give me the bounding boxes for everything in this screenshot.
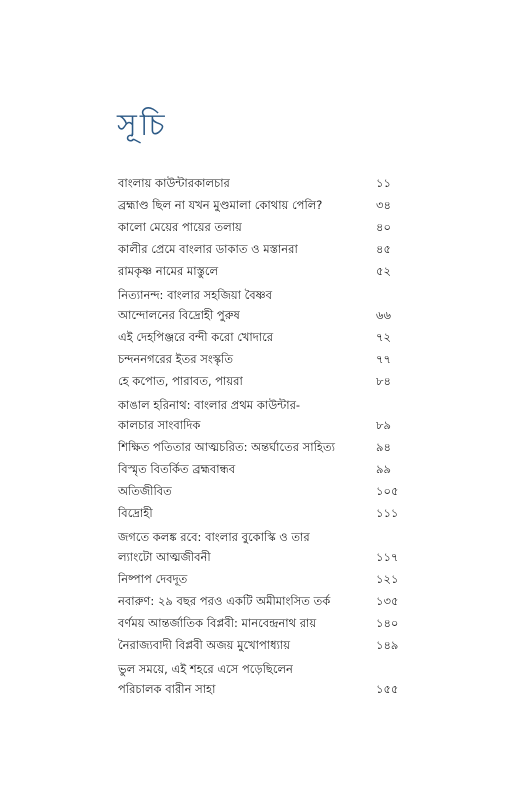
toc-entry-title: রামকৃষ্ণ নামের মাস্তুলে [118, 264, 219, 278]
toc-entry-page-number: ১৫৫ [376, 682, 399, 696]
toc-entry-page-number: ১১৭ [376, 550, 399, 564]
toc-entry-page-number: ১৩৫ [376, 594, 399, 608]
toc-entry [118, 326, 408, 348]
toc-entry [118, 458, 408, 480]
toc-entry [118, 612, 408, 634]
toc-entry-page-number: ১০৫ [376, 484, 399, 498]
toc-entry-title: বিদ্রোহী [118, 506, 153, 520]
toc-entry [118, 370, 408, 392]
toc-entry-title: চন্দননগরের ইতর সংস্কৃতি [118, 352, 233, 366]
toc-entry-title: ব্রহ্মাণ্ড ছিল না যখন মুণ্ডমালা কোথায় পেলি? [118, 198, 323, 212]
toc-entry-page-number: ১৪৯ [376, 638, 399, 652]
toc-entry-title: শিক্ষিত পতিতার আত্মচরিত: অন্তর্ঘাতের সাহিত্য [118, 440, 335, 454]
toc-entry [118, 348, 408, 370]
toc-entry-page-number: ১৪০ [376, 616, 399, 630]
toc-entry [118, 392, 408, 436]
toc-entry-page-number: ৭২ [376, 330, 391, 344]
toc-entry [118, 216, 408, 238]
toc-entry-page-number: ১১১ [376, 506, 399, 520]
toc-entry-page-number: ১২১ [376, 572, 399, 586]
toc-entry [118, 172, 408, 194]
toc-entry [118, 436, 408, 458]
table-of-contents [118, 172, 408, 700]
toc-entry-page-number: ৩৪ [376, 198, 391, 212]
page-title: সূচি [117, 108, 168, 143]
toc-entry-title: হে কপোত, পারাবত, পায়রা [118, 374, 243, 388]
toc-entry-title: বিস্মৃত বিতর্কিত ব্রহ্মবান্ধব [118, 462, 236, 476]
toc-entry-title: কাঙাল হরিনাথ: বাংলার প্রথম কাউন্টার- কালচার সাংবাদিক [118, 398, 301, 432]
toc-entry [118, 282, 408, 326]
toc-entry-page-number: ৯৯ [376, 462, 391, 476]
toc-entry-page-number: ৭৭ [376, 352, 391, 366]
toc-entry-title: নিত্যানন্দ: বাংলার সহজিয়া বৈষ্ণব আন্দোলনের বিদ্রোহী পুরুষ [118, 288, 273, 322]
toc-entry-page-number: ৪০ [376, 220, 391, 234]
toc-entry-title: বাংলায় কাউন্টারকালচার [118, 176, 230, 190]
toc-entry-page-number: ৫২ [376, 264, 391, 278]
toc-entry [118, 260, 408, 282]
toc-entry [118, 524, 408, 568]
toc-entry-title: জগতে কলঙ্ক রবে: বাংলার বুকোস্কি ও তার ল্যাংটো আত্মজীবনী [118, 530, 310, 564]
toc-entry-page-number: ৮৪ [376, 374, 391, 388]
toc-entry-title: কালো মেয়ের পায়ের তলায় [118, 220, 242, 234]
toc-entry [118, 238, 408, 260]
toc-entry-page-number: ৮৯ [376, 418, 391, 432]
toc-entry-title: কালীর প্রেমে বাংলার ডাকাত ও মস্তানরা [118, 242, 298, 256]
toc-entry [118, 194, 408, 216]
toc-entry [118, 656, 408, 700]
toc-entry [118, 480, 408, 502]
toc-entry-title: অতিজীবিত [118, 484, 172, 498]
toc-entry [118, 502, 408, 524]
toc-entry-title: ভুল সময়ে, এই শহরে এসে পড়েছিলেন পরিচালক বারীন সাহা [118, 662, 293, 696]
toc-entry [118, 568, 408, 590]
toc-entry [118, 634, 408, 656]
toc-entry [118, 590, 408, 612]
toc-entry-title: নিষ্পাপ দেবদূত [118, 572, 188, 586]
toc-entry-title: নৈরাজ্যবাদী বিপ্লবী অজয় মুখোপাধ্যায় [118, 638, 291, 652]
toc-entry-page-number: ১১ [376, 176, 391, 190]
toc-entry-page-number: ৯৪ [376, 440, 391, 454]
toc-entry-title: বর্ণময় আন্তর্জাতিক বিপ্লবী: মানবেন্দ্রনাথ রায় [118, 616, 317, 630]
toc-entry-page-number: ৪৫ [376, 242, 391, 256]
toc-entry-title: নবারুণ: ২৯ বছর পরও একটি অমীমাংসিত তর্ক [118, 594, 331, 608]
toc-entry-title: এই দেহপিঞ্জরে বন্দী করো খোদারে [118, 330, 274, 344]
toc-entry-page-number: ৬৬ [376, 308, 391, 322]
